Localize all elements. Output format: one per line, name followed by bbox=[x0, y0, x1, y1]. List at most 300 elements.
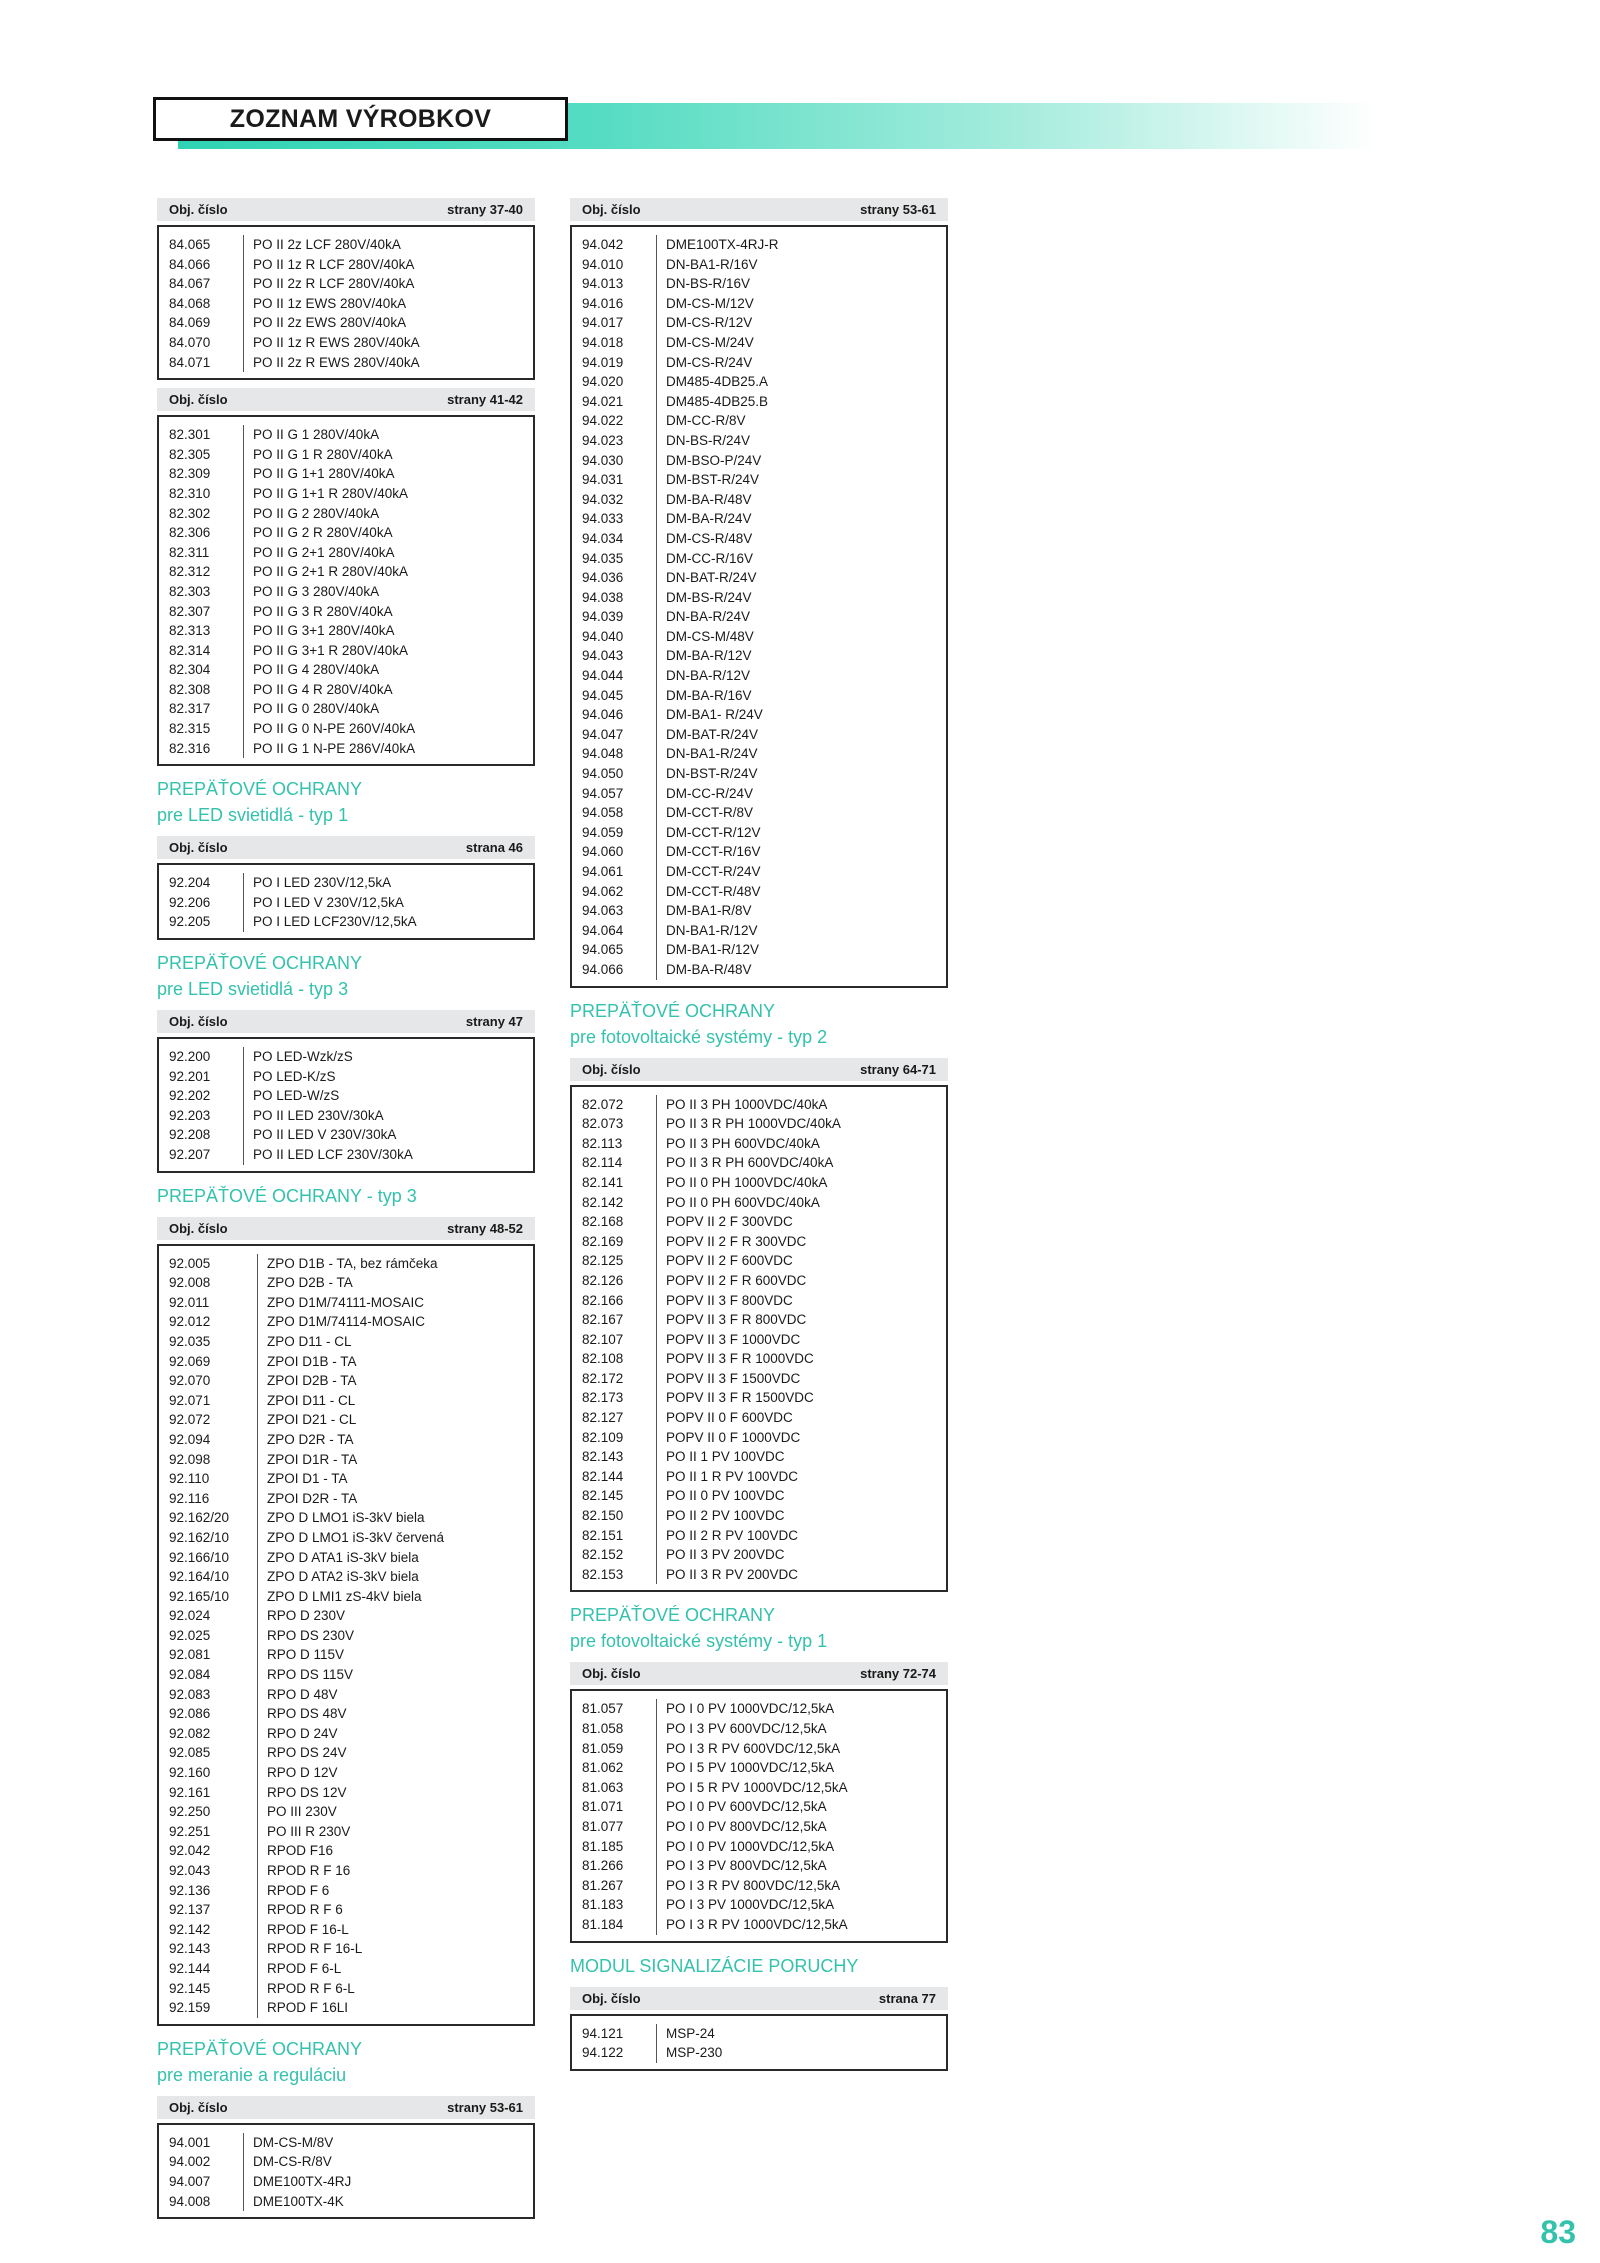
product-code: 94.062 bbox=[582, 883, 624, 899]
product-code: 84.067 bbox=[169, 276, 211, 292]
product-name: DM-BA-R/12V bbox=[666, 648, 752, 664]
product-code: 81.063 bbox=[582, 1779, 624, 1795]
section-heading-line: pre fotovoltaické systémy - typ 1 bbox=[570, 1631, 828, 1652]
name-column bbox=[243, 1047, 533, 1165]
product-code: 92.159 bbox=[169, 2000, 211, 2016]
product-code: 92.083 bbox=[169, 1686, 211, 1702]
product-table bbox=[157, 836, 535, 940]
product-code: 92.144 bbox=[169, 1960, 211, 1976]
product-name: PO III R 230V bbox=[267, 1823, 351, 1839]
section-heading-line: pre LED svietidlá - typ 3 bbox=[157, 979, 349, 1000]
section-heading-line: PREPÄŤOVÉ OCHRANY bbox=[570, 1000, 776, 1021]
product-name: PO I 3 R PV 1000VDC/12,5kA bbox=[666, 1916, 848, 1932]
product-name: ZPO D1M/74111-MOSAIC bbox=[267, 1294, 425, 1310]
product-code: 94.019 bbox=[582, 354, 624, 370]
product-code: 82.303 bbox=[169, 583, 211, 599]
table-body bbox=[570, 1689, 948, 1942]
product-code: 81.071 bbox=[582, 1799, 624, 1815]
section-heading bbox=[157, 950, 535, 1002]
product-code: 94.013 bbox=[582, 276, 624, 292]
table-header bbox=[157, 1010, 535, 1033]
column-label-obj-cislo: Obj. číslo bbox=[582, 1061, 641, 1077]
product-code: 82.316 bbox=[169, 740, 211, 756]
product-name: DME100TX-4K bbox=[253, 2193, 344, 2209]
product-code: 82.308 bbox=[169, 681, 211, 697]
product-name: PO II 3 R PV 200VDC bbox=[666, 1566, 799, 1582]
table-body bbox=[157, 415, 535, 766]
product-name: PO II G 4 R 280V/40kA bbox=[253, 681, 393, 697]
product-name: POPV II 3 F 1000VDC bbox=[666, 1331, 801, 1347]
table-header bbox=[157, 1217, 535, 1240]
product-name: PO I LED V 230V/12,5kA bbox=[253, 894, 404, 910]
product-name: MSP-230 bbox=[666, 2045, 723, 2061]
product-name: PO I 0 PV 1000VDC/12,5kA bbox=[666, 1701, 835, 1717]
product-code: 82.311 bbox=[169, 544, 210, 560]
product-name: ZPOI D11 - CL bbox=[267, 1392, 356, 1408]
product-code: 92.011 bbox=[169, 1294, 210, 1310]
product-code: 94.060 bbox=[582, 844, 624, 860]
product-name: PO II G 1 N-PE 286V/40kA bbox=[253, 740, 416, 756]
product-code: 92.205 bbox=[169, 914, 211, 930]
product-code: 92.206 bbox=[169, 894, 211, 910]
table-header bbox=[570, 1987, 948, 2010]
product-name: PO II 1 R PV 100VDC bbox=[666, 1468, 799, 1484]
product-name: PO II LED LCF 230V/30kA bbox=[253, 1147, 413, 1162]
product-name: DM-CS-M/8V bbox=[253, 2134, 334, 2150]
product-name: RPO DS 115V bbox=[267, 1667, 354, 1683]
product-code: 82.109 bbox=[582, 1429, 624, 1445]
product-code: 82.153 bbox=[582, 1566, 624, 1582]
product-name: POPV II 3 F 800VDC bbox=[666, 1292, 793, 1308]
product-name: DM-BSO-P/24V bbox=[666, 452, 762, 468]
product-code: 92.094 bbox=[169, 1431, 211, 1447]
product-name: PO II 2 PV 100VDC bbox=[666, 1508, 785, 1524]
product-code: 94.046 bbox=[582, 707, 624, 723]
product-code: 82.168 bbox=[582, 1214, 624, 1230]
product-code: 82.313 bbox=[169, 623, 211, 639]
product-name: ZPO D2R - TA bbox=[267, 1431, 354, 1447]
product-name: PO II G 3 R 280V/40kA bbox=[253, 603, 393, 619]
product-code: 94.030 bbox=[582, 452, 624, 468]
product-name: RPOD F 6 bbox=[267, 1882, 330, 1898]
product-name: MSP-24 bbox=[666, 2025, 715, 2041]
product-name: DM-CC-R/24V bbox=[666, 785, 754, 801]
product-code: 92.043 bbox=[169, 1863, 211, 1878]
section-heading bbox=[570, 1602, 948, 1654]
product-code: 94.121 bbox=[582, 2025, 624, 2041]
section-heading-line: MODUL SIGNALIZÁCIE PORUCHY bbox=[570, 1955, 859, 1976]
section-heading-line: PREPÄŤOVÉ OCHRANY - typ 3 bbox=[157, 1185, 417, 1206]
product-code: 92.250 bbox=[169, 1804, 211, 1820]
product-code: 82.166 bbox=[582, 1292, 624, 1308]
product-code: 94.035 bbox=[582, 550, 624, 566]
product-name: RPO DS 230V bbox=[267, 1627, 355, 1643]
product-name: DM-CS-R/12V bbox=[666, 315, 753, 331]
product-code: 82.108 bbox=[582, 1351, 624, 1367]
product-name: PO LED-W/zS bbox=[253, 1088, 340, 1104]
product-name: PO II LED 230V/30kA bbox=[253, 1107, 384, 1123]
product-name: DM-BA-R/48V bbox=[666, 961, 752, 977]
product-name: RPO DS 24V bbox=[267, 1745, 347, 1761]
product-name: DM485-4DB25.A bbox=[666, 374, 769, 390]
product-code: 92.145 bbox=[169, 1980, 211, 1996]
product-name: PO I 0 PV 600VDC/12,5kA bbox=[666, 1799, 827, 1815]
product-code: 81.058 bbox=[582, 1721, 624, 1736]
code-column bbox=[159, 425, 243, 758]
section-heading-line: pre LED svietidlá - typ 1 bbox=[157, 805, 349, 826]
product-name: PO I 3 PV 1000VDC/12,5kA bbox=[666, 1897, 835, 1913]
name-column bbox=[656, 235, 946, 980]
product-name: ZPOI D1B - TA bbox=[267, 1353, 357, 1369]
product-name: ZPO D1M/74114-MOSAIC bbox=[267, 1314, 426, 1330]
section-heading bbox=[157, 776, 535, 828]
product-name: DM-BA1- R/24V bbox=[666, 707, 763, 723]
product-code: 82.315 bbox=[169, 721, 211, 737]
product-table bbox=[157, 1217, 535, 2026]
product-name: PO II G 2 280V/40kA bbox=[253, 505, 380, 521]
product-code: 82.317 bbox=[169, 701, 211, 717]
product-code: 92.025 bbox=[169, 1627, 211, 1643]
product-name: DME100TX-4RJ bbox=[253, 2173, 352, 2189]
product-name: ZPO D LMO1 iS-3kV biela bbox=[267, 1510, 425, 1526]
product-table bbox=[570, 1987, 948, 2071]
product-code: 82.143 bbox=[582, 1449, 624, 1465]
section-heading-line: PREPÄŤOVÉ OCHRANY bbox=[157, 2038, 363, 2059]
product-code: 94.002 bbox=[169, 2154, 211, 2170]
product-code: 94.022 bbox=[582, 413, 624, 429]
product-code: 81.185 bbox=[582, 1838, 624, 1854]
product-code: 94.063 bbox=[582, 903, 624, 919]
product-code: 82.150 bbox=[582, 1508, 624, 1524]
product-name: PO II 2z R EWS 280V/40kA bbox=[253, 354, 420, 370]
product-name: PO II 3 PH 600VDC/40kA bbox=[666, 1135, 820, 1151]
product-code: 92.008 bbox=[169, 1275, 211, 1291]
product-name: DM-BA-R/48V bbox=[666, 491, 752, 507]
product-name: PO II LED V 230V/30kA bbox=[253, 1127, 397, 1143]
page-range-label: strany 41-42 bbox=[447, 392, 523, 408]
product-code: 92.081 bbox=[169, 1647, 211, 1663]
product-name: DM-CCT-R/24V bbox=[666, 864, 761, 879]
product-name: RPOD F 16LI bbox=[267, 2000, 349, 2016]
product-code: 94.064 bbox=[582, 922, 624, 938]
product-name: RPO D 48V bbox=[267, 1686, 338, 1702]
product-code: 92.207 bbox=[169, 1147, 211, 1162]
product-code: 82.141 bbox=[582, 1174, 624, 1190]
product-code: 92.082 bbox=[169, 1725, 211, 1741]
product-name: ZPOI D2R - TA bbox=[267, 1490, 358, 1506]
product-code: 94.061 bbox=[582, 864, 624, 879]
product-name: RPOD F16 bbox=[267, 1843, 334, 1859]
product-code: 92.084 bbox=[169, 1667, 211, 1683]
product-name: PO I 0 PV 800VDC/12,5kA bbox=[666, 1818, 827, 1834]
product-name: PO II 2z LCF 280V/40kA bbox=[253, 237, 401, 252]
product-code: 81.062 bbox=[582, 1760, 624, 1776]
product-name: PO II G 0 N-PE 260V/40kA bbox=[253, 721, 416, 737]
product-code: 82.152 bbox=[582, 1547, 624, 1563]
product-code: 82.114 bbox=[582, 1155, 623, 1171]
product-name: PO I 5 R PV 1000VDC/12,5kA bbox=[666, 1779, 848, 1795]
product-name: PO II 0 PV 100VDC bbox=[666, 1488, 785, 1504]
product-name: PO II 2 R PV 100VDC bbox=[666, 1527, 799, 1543]
page-range-label: strany 53-61 bbox=[860, 202, 936, 217]
product-name: ZPO D2B - TA bbox=[267, 1275, 353, 1291]
code-column bbox=[159, 1254, 257, 2018]
product-name: PO II 1 PV 100VDC bbox=[666, 1449, 785, 1465]
product-table bbox=[157, 1010, 535, 1173]
product-code: 92.143 bbox=[169, 1941, 211, 1957]
product-code: 94.048 bbox=[582, 746, 624, 762]
page-number: 83 bbox=[1540, 2214, 1576, 2250]
product-code: 92.070 bbox=[169, 1373, 211, 1389]
product-name: PO II G 1+1 R 280V/40kA bbox=[253, 485, 408, 501]
product-name: PO II 2z R LCF 280V/40kA bbox=[253, 276, 415, 292]
product-name: RPOD F 6-L bbox=[267, 1960, 342, 1976]
page-range-label: strana 46 bbox=[465, 840, 523, 856]
product-name: DM-BAT-R/24V bbox=[666, 726, 759, 742]
product-code: 92.142 bbox=[169, 1921, 211, 1937]
product-name: PO II 1z EWS 280V/40kA bbox=[253, 295, 407, 311]
product-code: 94.042 bbox=[582, 237, 624, 252]
section-heading bbox=[570, 1953, 948, 1979]
product-code: 92.024 bbox=[169, 1608, 211, 1624]
product-code: 82.142 bbox=[582, 1194, 624, 1210]
product-name: DN-BA-R/12V bbox=[666, 668, 751, 684]
column-label-obj-cislo: Obj. číslo bbox=[169, 2099, 228, 2115]
product-code: 81.267 bbox=[582, 1877, 624, 1893]
product-name: RPO DS 48V bbox=[267, 1706, 347, 1722]
product-name: RPOD R F 16 bbox=[267, 1863, 351, 1878]
table-body bbox=[157, 1037, 535, 1173]
product-name: PO I 0 PV 1000VDC/12,5kA bbox=[666, 1838, 835, 1854]
product-name: DM-CS-R/48V bbox=[666, 530, 753, 546]
table-header bbox=[157, 198, 535, 221]
product-code: 82.310 bbox=[169, 485, 211, 501]
product-name: DM-CC-R/8V bbox=[666, 413, 746, 429]
product-name: DN-BAT-R/24V bbox=[666, 570, 757, 586]
product-code: 84.069 bbox=[169, 315, 211, 331]
product-code: 82.173 bbox=[582, 1390, 624, 1406]
product-code: 92.165/10 bbox=[169, 1588, 230, 1604]
product-name: PO II 1z R LCF 280V/40kA bbox=[253, 256, 415, 272]
product-code: 94.122 bbox=[582, 2045, 624, 2061]
product-code: 82.145 bbox=[582, 1488, 624, 1504]
product-name: POPV II 2 F R 600VDC bbox=[666, 1272, 807, 1288]
product-name: POPV II 0 F 1000VDC bbox=[666, 1429, 801, 1445]
product-name: DN-BA1-R/12V bbox=[666, 922, 758, 938]
product-name: DM-CS-M/48V bbox=[666, 628, 754, 644]
product-name: RPOD R F 16-L bbox=[267, 1941, 363, 1957]
product-name: ZPOI D1 - TA bbox=[267, 1471, 348, 1487]
name-column bbox=[243, 425, 533, 758]
product-code: 94.036 bbox=[582, 570, 624, 586]
product-code: 94.016 bbox=[582, 295, 624, 311]
product-code: 84.068 bbox=[169, 295, 211, 311]
product-name: PO I 3 R PV 600VDC/12,5kA bbox=[666, 1740, 841, 1756]
page-range-label: strany 47 bbox=[465, 1014, 523, 1030]
table-body bbox=[157, 863, 535, 940]
product-code: 92.012 bbox=[169, 1314, 211, 1330]
product-name: PO I 3 PV 600VDC/12,5kA bbox=[666, 1721, 827, 1736]
product-name: DM-CS-M/24V bbox=[666, 334, 754, 350]
product-name: PO I 3 R PV 800VDC/12,5kA bbox=[666, 1877, 841, 1893]
column-label-obj-cislo: Obj. číslo bbox=[169, 1220, 228, 1236]
product-name: DM-BA-R/24V bbox=[666, 511, 752, 527]
product-code: 92.160 bbox=[169, 1765, 211, 1781]
product-name: DM485-4DB25.B bbox=[666, 393, 769, 409]
product-code: 94.057 bbox=[582, 785, 624, 801]
code-column bbox=[572, 1095, 656, 1585]
product-name: DM-CCT-R/48V bbox=[666, 883, 761, 899]
product-table bbox=[157, 198, 535, 380]
left-column bbox=[157, 198, 535, 2227]
product-name: ZPOI D1R - TA bbox=[267, 1451, 358, 1467]
table-body bbox=[570, 2014, 948, 2071]
product-name: PO II 2z EWS 280V/40kA bbox=[253, 315, 407, 331]
product-name: POPV II 2 F R 300VDC bbox=[666, 1233, 807, 1249]
product-name: DM-CCT-R/12V bbox=[666, 824, 761, 840]
product-code: 84.065 bbox=[169, 237, 211, 252]
product-name: POPV II 3 F R 1000VDC bbox=[666, 1351, 814, 1367]
product-name: DM-CS-R/24V bbox=[666, 354, 753, 370]
product-code: 94.066 bbox=[582, 961, 624, 977]
product-code: 81.183 bbox=[582, 1897, 624, 1913]
product-name: DN-BA1-R/24V bbox=[666, 746, 758, 762]
column-label-obj-cislo: Obj. číslo bbox=[582, 1990, 641, 2006]
product-code: 94.017 bbox=[582, 315, 624, 331]
product-name: ZPO D LMI1 zS-4kV biela bbox=[267, 1588, 422, 1604]
product-name: PO II 3 PV 200VDC bbox=[666, 1547, 785, 1563]
code-column bbox=[159, 2133, 243, 2211]
product-name: ZPO D11 - CL bbox=[267, 1333, 352, 1349]
product-code: 94.032 bbox=[582, 491, 624, 507]
product-name: PO II G 3+1 280V/40kA bbox=[253, 623, 395, 639]
section-heading-line: PREPÄŤOVÉ OCHRANY bbox=[157, 953, 363, 974]
product-name: PO LED-Wzk/zS bbox=[253, 1049, 353, 1065]
section-heading-line: PREPÄŤOVÉ OCHRANY bbox=[570, 1605, 776, 1626]
product-name: DN-BA1-R/16V bbox=[666, 256, 758, 272]
code-column bbox=[159, 1047, 243, 1165]
product-code: 92.204 bbox=[169, 875, 211, 891]
column-label-obj-cislo: Obj. číslo bbox=[169, 840, 228, 856]
product-code: 94.043 bbox=[582, 648, 624, 664]
product-code: 94.018 bbox=[582, 334, 624, 350]
product-name: RPO D 24V bbox=[267, 1725, 338, 1741]
product-name: DME100TX-4RJ-R bbox=[666, 237, 779, 252]
product-code: 81.057 bbox=[582, 1701, 624, 1717]
product-code: 94.020 bbox=[582, 374, 624, 390]
product-code: 94.050 bbox=[582, 766, 624, 782]
product-name: PO II 0 PH 1000VDC/40kA bbox=[666, 1174, 828, 1190]
section-heading-line: pre fotovoltaické systémy - typ 2 bbox=[570, 1026, 828, 1047]
product-code: 82.305 bbox=[169, 446, 211, 462]
product-code: 84.070 bbox=[169, 334, 211, 350]
product-code: 92.201 bbox=[169, 1068, 211, 1084]
product-code: 94.033 bbox=[582, 511, 624, 527]
product-code: 92.136 bbox=[169, 1882, 211, 1898]
table-header bbox=[570, 198, 948, 221]
product-name: PO II 1z R EWS 280V/40kA bbox=[253, 334, 420, 350]
product-code: 92.116 bbox=[169, 1490, 210, 1506]
product-table bbox=[157, 388, 535, 766]
name-column bbox=[656, 1699, 946, 1934]
table-header bbox=[157, 388, 535, 411]
product-code: 92.035 bbox=[169, 1333, 211, 1349]
product-name: PO II 3 PH 1000VDC/40kA bbox=[666, 1096, 828, 1112]
product-name: PO II G 4 280V/40kA bbox=[253, 662, 380, 678]
product-name: PO II G 2+1 280V/40kA bbox=[253, 544, 395, 560]
product-code: 94.031 bbox=[582, 472, 624, 488]
product-name: ZPOI D21 - CL bbox=[267, 1412, 357, 1428]
product-name: PO II G 1 280V/40kA bbox=[253, 427, 380, 443]
name-column bbox=[257, 1254, 533, 2018]
product-name: RPO D 115V bbox=[267, 1647, 345, 1663]
product-code: 82.307 bbox=[169, 603, 211, 619]
product-name: RPO D 230V bbox=[267, 1608, 346, 1624]
code-column bbox=[572, 2024, 656, 2063]
product-name: PO II G 0 280V/40kA bbox=[253, 701, 380, 717]
product-name: PO III 230V bbox=[267, 1804, 337, 1820]
product-name: PO I 5 PV 1000VDC/12,5kA bbox=[666, 1760, 835, 1776]
name-column bbox=[656, 1095, 946, 1585]
product-code: 92.071 bbox=[169, 1392, 211, 1408]
product-name: ZPO D ATA2 iS-3kV biela bbox=[267, 1569, 419, 1585]
product-name: PO II G 1+1 280V/40kA bbox=[253, 466, 395, 482]
page-title: ZOZNAM VÝROBKOV bbox=[153, 97, 568, 141]
product-code: 82.309 bbox=[169, 466, 211, 482]
section-heading bbox=[157, 2036, 535, 2088]
product-code: 94.008 bbox=[169, 2193, 211, 2209]
product-code: 84.066 bbox=[169, 256, 211, 272]
product-code: 84.071 bbox=[169, 354, 211, 370]
product-code: 82.312 bbox=[169, 564, 211, 580]
product-name: POPV II 0 F 600VDC bbox=[666, 1410, 793, 1426]
product-name: POPV II 2 F 300VDC bbox=[666, 1214, 793, 1230]
product-code: 82.073 bbox=[582, 1116, 624, 1132]
page-range-label: strany 48-52 bbox=[447, 1220, 523, 1236]
column-label-obj-cislo: Obj. číslo bbox=[169, 202, 228, 217]
product-name: DN-BST-R/24V bbox=[666, 766, 758, 782]
product-name: DM-CC-R/16V bbox=[666, 550, 754, 566]
product-code: 81.059 bbox=[582, 1740, 624, 1756]
product-name: PO II G 2+1 R 280V/40kA bbox=[253, 564, 408, 580]
product-name: PO II 3 R PH 1000VDC/40kA bbox=[666, 1116, 841, 1132]
product-code: 94.001 bbox=[169, 2134, 211, 2150]
product-name: DM-CCT-R/16V bbox=[666, 844, 761, 860]
product-code: 94.044 bbox=[582, 668, 624, 684]
product-name: DM-CS-R/8V bbox=[253, 2154, 332, 2170]
name-column bbox=[656, 2024, 946, 2063]
product-name: RPO D 12V bbox=[267, 1765, 338, 1781]
product-name: PO II 3 R PH 600VDC/40kA bbox=[666, 1155, 834, 1171]
product-code: 92.085 bbox=[169, 1745, 211, 1761]
product-code: 94.038 bbox=[582, 589, 624, 605]
page-range-label: strana 77 bbox=[878, 1990, 936, 2006]
product-code: 81.266 bbox=[582, 1858, 624, 1874]
product-name: POPV II 3 F R 1500VDC bbox=[666, 1390, 814, 1406]
product-name: PO I LED 230V/12,5kA bbox=[253, 875, 392, 891]
section-heading-line: pre meranie a reguláciu bbox=[157, 2064, 347, 2085]
page-range-label: strany 64-71 bbox=[860, 1061, 936, 1077]
column-label-obj-cislo: Obj. číslo bbox=[582, 1666, 641, 1682]
column-label-obj-cislo: Obj. číslo bbox=[169, 1014, 228, 1030]
product-code: 94.045 bbox=[582, 687, 624, 703]
product-name: POPV II 3 F R 800VDC bbox=[666, 1312, 807, 1328]
page-range-label: strany 37-40 bbox=[447, 202, 523, 217]
product-code: 82.301 bbox=[169, 427, 211, 443]
table-header bbox=[570, 1662, 948, 1685]
product-name: PO II G 3 280V/40kA bbox=[253, 583, 380, 599]
section-heading bbox=[157, 1183, 535, 1209]
